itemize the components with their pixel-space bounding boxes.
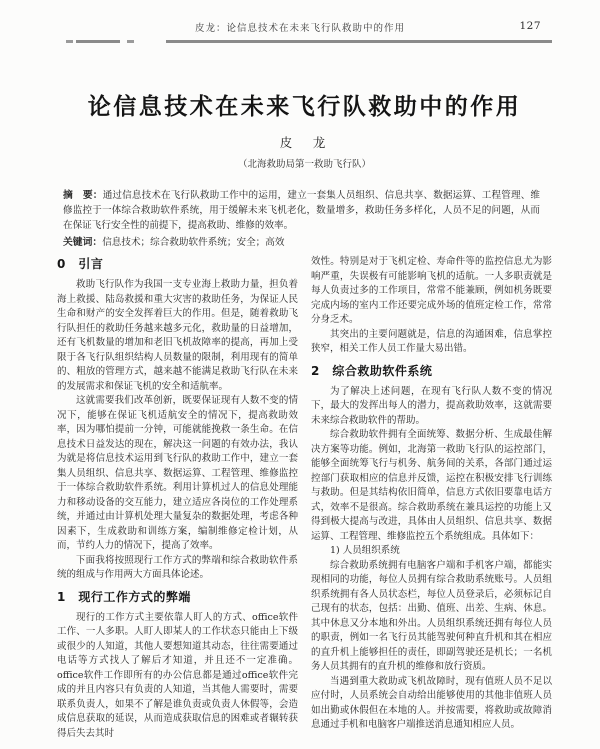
subsection1-paragraph-1: 综合救助系统拥有电脑客户端和手机客户端，都能实现相同的功能，每位人员拥有综合救助系统账号。人员组织系统拥有各人员状态栏，每位人员登录后，必须标记自己现有的状态，包括：出勤、值班、出差、生病、休息。其中休息又分本地和外出。人员组织系统还拥有每位人员的职责，例如一名飞行员其能驾驶何种直升机和其在相应的直升机上能够担任的责任，即副驾驶还是机长；一名机务人员其拥有的直升机的维修和放行资质。 — [311, 559, 552, 672]
section-heading-1: 1 现行工作方式的弊端 — [57, 589, 191, 604]
two-column-body — [57, 255, 552, 738]
subsection1-paragraph-2: 当遇到重大救助或飞机故障时，现有值班人员不足以应付时，人员系统会自动给出能够使用的其他非值班人员如出勤或休假但在本地的人。并按需要，将救助或故障消息通过手机和电脑客户端推送消息通知相应人员。 — [311, 675, 552, 730]
keywords-label: 关键词： — [63, 237, 103, 248]
right-column — [311, 255, 552, 738]
header-rule-segment — [66, 40, 73, 43]
running-header — [0, 20, 600, 36]
subsection-heading-1: 1) 人员组织系统 — [330, 545, 400, 556]
abstract — [63, 188, 540, 233]
section2-paragraph-1: 为了解决上述问题，在现有飞行队人数不变的情况下，最大的发挥出每人的潜力，提高救助效率，这就需要未来综合救助软件的帮助。 — [311, 385, 552, 426]
header-rule-segment — [166, 40, 552, 43]
keywords — [63, 235, 540, 250]
article-title: 论信息技术在未来飞行队救助中的作用 — [87, 94, 522, 120]
header-rule-segment — [76, 40, 120, 43]
summary-paragraph: 其突出的主要问题就是，信息的沟通困难，信息掌控狭窄，相关工作人员工作量大易出错。 — [311, 328, 552, 354]
running-title: 皮龙：论信息技术在未来飞行队救助中的作用 — [194, 23, 405, 34]
continuation-paragraph: 效性。特别是对于飞机定检、寿命件等的监控信息尤为影响严重，失误极有可能影响飞机的适航。一人多职责就是每人负责过多的工作项目，常常不能兼顾，例如机务既要完成内场的室内工作还要完成外场的值班定检工作，常常分身乏术。 — [311, 256, 552, 325]
author-affiliation: （北海救助局第一救助飞行队） — [237, 159, 371, 170]
section1-paragraph-1: 现行的工作方式主要依靠人盯人的方式、office软件工作、一人多职。人盯人即某人的工作状态只能由上下级或很少的人知道，其他人要想知道其动态，往往需要通过电话等方式找人了解后才知道，并且还不一定准确。office软件工作即所有的办公信息都是通过office软件完成的并且内容只有负责的人知道，当其他人需要时，需要联系负责人，如果不了解是谁负责或负责人休假等，会造成信息获取的延误，从而造成获取信息的困难或者辗转获得后失去其时 — [57, 611, 298, 738]
header-rule-segment — [127, 40, 134, 43]
section-heading-2: 2 综合救助软件系统 — [311, 363, 433, 378]
page-number: 127 — [519, 20, 541, 32]
abstract-label: 摘 要： — [63, 190, 103, 201]
author-name: 皮 龙 — [279, 135, 330, 150]
intro-paragraph-1: 救助飞行队作为我国一支专业海上救助力量，担负着海上救援、陆岛救援和重大灾害的救助任务，为保证人民生命和财产的安全发挥着巨大的作用。但是，随着救助飞行队担任的救助任务越来越多元化，救助量的日益增加，还有飞机数量的增加和老旧飞机故障率的提高，再加上受限于各飞行队组织结构人员数量的限制，利用现有的简单的、粗放的管理方式，越来越不能满足救助飞行队在未来的发展需求和保证飞机的安全和适航率。 — [57, 279, 298, 392]
keywords-text: 信息技术；综合救助软件系统；安全；高效 — [102, 237, 285, 248]
intro-paragraph-2: 这就需要我们改革创新，既要保证现有人数不变的情况下，能够在保证飞机适航安全的情况下，提高救助效率，因为哪怕提前一分钟，可能就能挽救一条生命。在信息技术日益发达的现在，解决这一问题的有效办法，我认为就是将信息技术运用到飞行队的救助工作中，建立一套集人员组织、信息共享、数据运算、工程管理、维修监控于一体综合救助软件系统。利用计算机过人的信息处理能力和移动设备的交互能力，建立适应各岗位的工作处理系统，并通过由计算机处理大量复杂的数据处理，考虑各种因素下，生成救助和训练方案，编制维修定检计划，从而，节约人力的情况下，提高了效率。 — [57, 395, 298, 551]
intro-paragraph-3: 下面我将按照现行工作方式的弊端和综合救助软件系统的组成与作用两大方面具体论述。 — [57, 554, 298, 580]
left-column — [57, 255, 298, 738]
section-heading-0: 0 引言 — [57, 257, 104, 271]
abstract-text: 通过信息技术在飞行队救助工作中的运用，建立一套集人员组织、信息共享、数据运算、工程管理、维修监控于一体综合救助软件系统，用于缓解未来飞机老化，数量增多，救助任务多样化，人员不足的问题，从而在保证飞行安全性的前提下，提高救助、维修的效率。 — [63, 190, 541, 231]
section2-paragraph-2: 综合救助软件拥有全面统筹、数据分析、生成最佳解决方案等功能。例如，北海第一救助飞行队的运控部门，能够全面统筹飞行与机务、航务间的关系，各部门通过运控部门获取相应的信息并反馈，运控在积极安排飞行训练与救助。但是其结构依旧简单，信息方式依旧要靠电话方式，效率不是很高。综合救助系统在兼具运控的功能上又得到极大提高与改进，具体由人员组织、信息共享、数据运算、工程管理、维修监控五个系统组成。具体如下： — [311, 429, 552, 542]
